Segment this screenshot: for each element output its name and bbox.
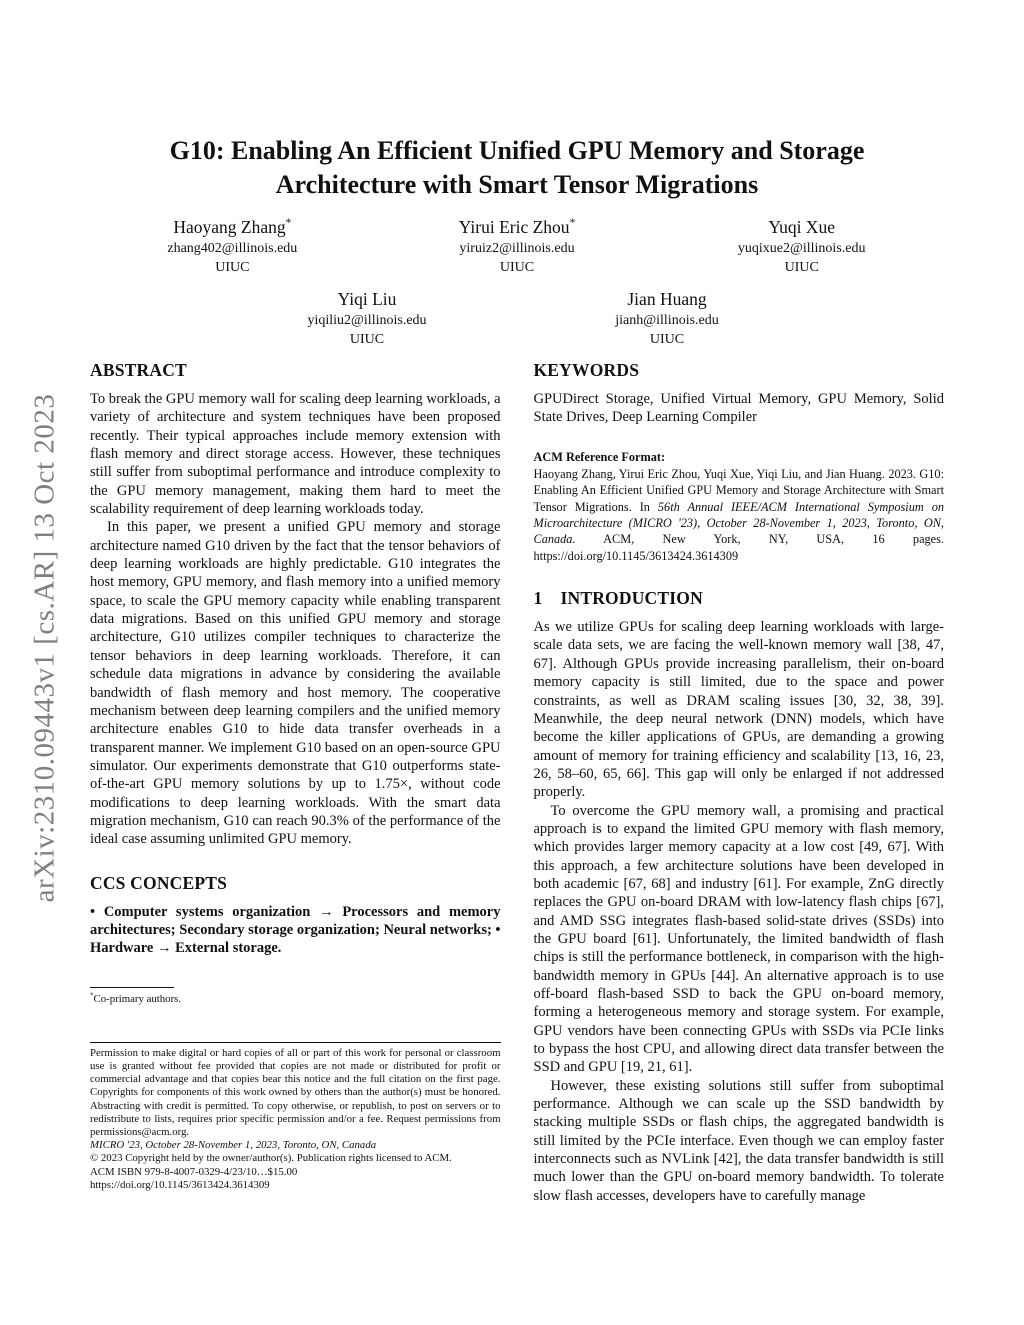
author-name-text: Haoyang Zhang bbox=[173, 217, 286, 237]
author-jian-huang bbox=[517, 287, 817, 349]
copyright-line: © 2023 Copyright held by the owner/author(s). Publication rights licensed to ACM. bbox=[90, 1152, 452, 1165]
footnote-text: Co-primary authors. bbox=[93, 992, 182, 1005]
section-number: 1 bbox=[533, 588, 543, 609]
author-email: jianh@illinois.edu bbox=[615, 313, 719, 328]
ccs-heading: CCS CONCEPTS bbox=[90, 872, 228, 893]
coauthor-asterisk: * bbox=[285, 217, 292, 230]
section-title: INTRODUCTION bbox=[560, 588, 703, 609]
introduction-paragraph-1: As we utilize GPUs for scaling deep learning workloads with large-scale data sets, we are facing the well-known memory wall [38, 47, 67]. Although GPUs provide increasing parallelism, their on-board memory capacity is still limited, due to the space and power constraints, as well as DRAM scaling issues [30, 32, 38, 39]. Meanwhile, the deep neural network (DNN) models, which have become the killer applications of GPUs, are demanding a growing amount of memory for training efficiency and scalability [13, 16, 23, 26, 58–60, 65, 66]. This gap will only be enlarged if not addressed properly. bbox=[533, 619, 944, 801]
conference-venue-line: MICRO '23, October 28-November 1, 2023, Toronto, ON, Canada bbox=[90, 1139, 377, 1152]
author-email: yuqixue2@illinois.edu bbox=[737, 241, 866, 256]
paper-title bbox=[90, 134, 944, 202]
author-affiliation: UIUC bbox=[349, 332, 385, 347]
doi-link[interactable]: https://doi.org/10.1145/3613424.3614309 bbox=[90, 1178, 270, 1191]
author-email: yiqiliu2@illinois.edu bbox=[307, 313, 427, 328]
left-column bbox=[90, 360, 501, 1192]
paper-title-line2: Architecture with Smart Tensor Migrations bbox=[275, 170, 759, 199]
author-name bbox=[375, 215, 660, 239]
author-email: yiruiz2@illinois.edu bbox=[459, 241, 575, 256]
keywords-text: GPUDirect Storage, Unified Virtual Memory, GPU Memory, Solid State Drives, Deep Learning Compiler bbox=[533, 391, 944, 426]
keywords-heading: KEYWORDS bbox=[533, 360, 640, 380]
author-name-text: Jian Huang bbox=[627, 289, 707, 309]
ccs-concepts-text: • Computer systems organization → Processors and memory architectures; Secondary storage organization; Neural networks; • Hardware → External storage. bbox=[90, 903, 501, 957]
acm-reference-format-heading: ACM Reference Format: bbox=[533, 449, 666, 464]
authors-row-1 bbox=[90, 215, 944, 277]
coauthor-asterisk: * bbox=[569, 217, 576, 230]
copyright-separator-rule bbox=[90, 1042, 501, 1043]
page-content bbox=[90, 0, 944, 1204]
two-column-body bbox=[90, 360, 944, 1204]
author-name bbox=[90, 215, 375, 239]
coauthor-footnote bbox=[90, 990, 501, 1006]
permission-statement: Permission to make digital or hard copies of all or part of this work for personal or classroom use is granted without fee provided that copies are not made or distributed for profit or commercial advantage and that copies bear this notice and the full citation on the first page. Copyrights for components of this work owned by others than the author(s) must be honored. Abstracting with credit is permitted. To copy otherwise, or republish, to post on servers or to redistribute to lists, requires prior specific permission and/or a fee. Request permissions from permissions@acm.org. bbox=[90, 1046, 501, 1138]
author-name bbox=[659, 215, 944, 239]
reference-venue-italic: 56th Annual IEEE/ACM International Symposium on Microarchitecture (MICRO '23), October 28-November 1, 2023, Toronto, ON, Canada. bbox=[533, 499, 944, 547]
author-name bbox=[517, 287, 817, 311]
author-affiliation: UIUC bbox=[784, 260, 819, 275]
authors-row-2 bbox=[90, 287, 944, 349]
reference-part-2: ACM, New York, NY, USA, 16 pages. https://doi.org/10.1145/3613424.3614309 bbox=[533, 532, 944, 563]
introduction-paragraph-3: However, these existing solutions still suffer from suboptimal performance. Although we can scale up the SSD bandwidth by stacking multiple SSDs or flash chips, the aggregated bandwidth is still limited by the PCIe interface. Even though we can employ faster interconnects such as NVLink [42], the data transfer bandwidth is still much lower than the GPU on-board memory bandwidth. To tolerate slow flash accesses, developers have to carefully manage bbox=[533, 1077, 944, 1204]
author-haoyang-zhang bbox=[90, 215, 375, 277]
author-yuqi-xue bbox=[659, 215, 944, 277]
author-name bbox=[217, 287, 517, 311]
reference-part-1: Haoyang Zhang, Yirui Eric Zhou, Yuqi Xue, Yiqi Liu, and Jian Huang. 2023. G10: Enabling An Efficient Unified GPU Memory and Storage Architecture with Smart Tensor Migrations. In bbox=[533, 466, 944, 514]
abstract-paragraph-2: In this paper, we present a unified GPU memory and storage architecture named G10 driven by the fact that the tensor behaviors of deep learning workloads are highly predictable. G10 integrates the host memory, GPU memory, and flash memory into a unified memory space, to scale the GPU memory capacity while enabling transparent data migrations. Based on this unified GPU memory and storage architecture, G10 utilizes compiler techniques to characterize the tensor behaviors in deep learning workloads. Therefore, it can schedule data migrations in advance by considering the available bandwidth of flash memory and host memory. The cooperative mechanism between deep learning compilers and the unified memory architecture enables G10 to hide data transfer overheads in a transparent manner. We implement G10 based on an open-source GPU simulator. Our experiments demonstrate that G10 outperforms state-of-the-art GPU memory solutions by up to 1.75×, without code modifications to deep learning workloads. With the smart data migration mechanism, G10 can reach 90.3% of the performance of the ideal case assuming unlimited GPU memory. bbox=[90, 519, 501, 848]
author-yiqi-liu bbox=[217, 287, 517, 349]
introduction-paragraph-2: To overcome the GPU memory wall, a promising and practical approach is to expand the limited GPU memory with flash memory, which provides larger memory capacity at a low cost [49, 67]. With this approach, a few architecture solutions have been developed in both academic [67, 68] and industry [61]. For example, ZnG directly replaces the GPU on-board DRAM with low-latency flash chips [67], and AMD SSG integrates flash-based solid-state drives (SSDs) into the GPU board [61]. Unfortunately, the limited bandwidth of flash chips is still the performance bottleneck, in comparison with the high-bandwidth memory in GPUs [44]. An alternative approach is to use off-board flash-based SSD to back the GPU on-board memory, forming a heterogeneous memory and storage system. For example, GPU vendors have been connecting GPUs with SSDs via PCIe links to bypass the host CPU, and allowing direct data transfer between the SSD and GPU [19, 21, 61]. bbox=[533, 802, 944, 1076]
author-affiliation: UIUC bbox=[499, 260, 535, 275]
right-column bbox=[533, 360, 945, 1204]
author-affiliation: UIUC bbox=[649, 332, 685, 347]
footnote-marker: * bbox=[90, 990, 94, 999]
arxiv-watermark: arXiv:2310.09443v1 [cs.AR] 13 Oct 2023 bbox=[28, 393, 61, 903]
footnote-and-copyright-block bbox=[90, 987, 501, 1192]
abstract-heading: ABSTRACT bbox=[90, 360, 187, 380]
footnote-separator-rule bbox=[90, 987, 174, 988]
author-name-text: Yuqi Xue bbox=[768, 217, 835, 237]
abstract-paragraph-1: To break the GPU memory wall for scaling deep learning workloads, a variety of architecture and system techniques have been proposed recently. Their typical approaches include memory extension with flash memory and direct storage access. However, these techniques still suffer from suboptimal performance and introduce complexity to the GPU memory management, making them hard to meet the scalability requirement of deep learning workloads today. bbox=[90, 391, 501, 518]
author-affiliation: UIUC bbox=[215, 260, 250, 275]
isbn-line: ACM ISBN 979-8-4007-0329-4/23/10…$15.00 bbox=[90, 1165, 298, 1178]
paper-title-line1: G10: Enabling An Efficient Unified GPU Memory and Storage bbox=[169, 136, 865, 165]
acm-reference-text bbox=[534, 466, 945, 564]
author-yirui-eric-zhou bbox=[375, 215, 660, 277]
author-email: zhang402@illinois.edu bbox=[167, 241, 298, 256]
author-name-text: Yirui Eric Zhou bbox=[458, 217, 570, 237]
introduction-heading bbox=[534, 588, 945, 609]
author-name-text: Yiqi Liu bbox=[337, 289, 397, 309]
